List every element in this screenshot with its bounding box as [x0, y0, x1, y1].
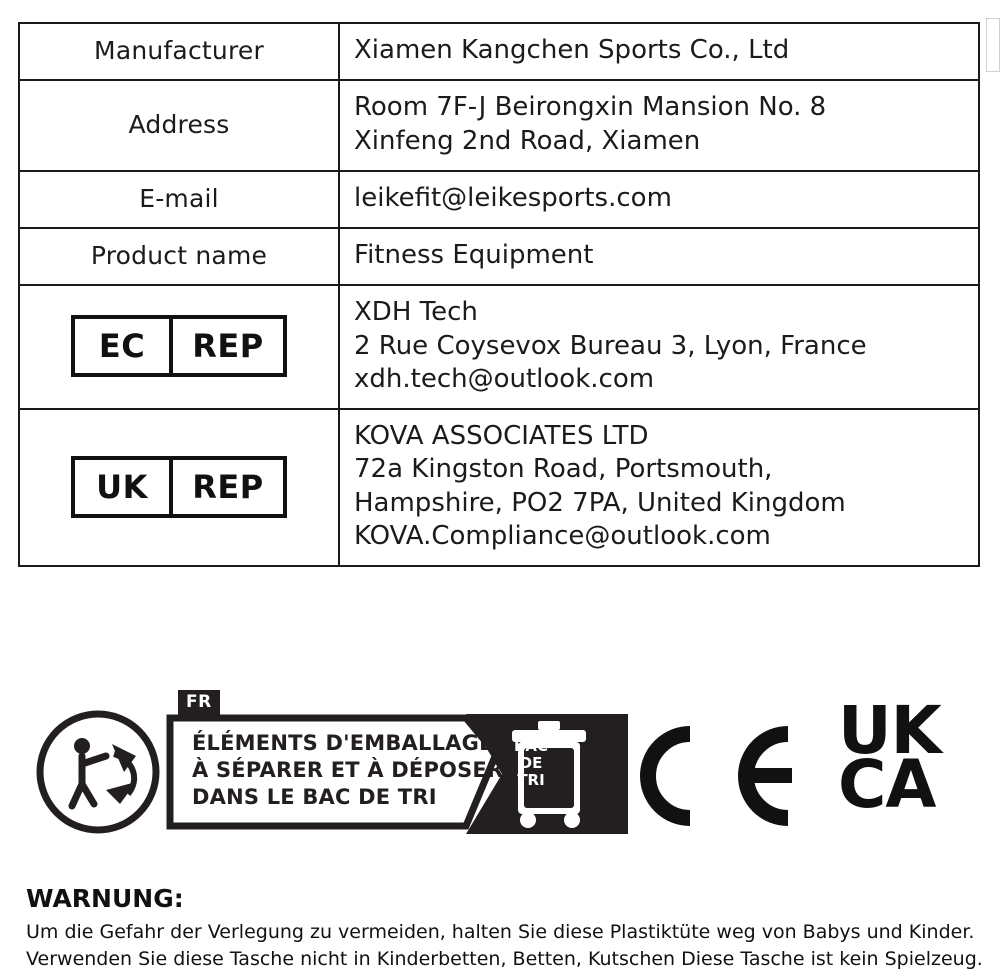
value-line: xdh.tech@outlook.com	[354, 363, 655, 394]
value-line: XDH Tech	[354, 297, 478, 328]
ukca-mark	[838, 692, 941, 824]
value-line: 2 Rue Coysevox Bureau 3, Lyon, France	[354, 330, 867, 361]
value-line: leikefit@leikesports.com	[354, 182, 672, 213]
page-edge-artifact	[986, 18, 1000, 72]
bin-label-line: BAC	[513, 737, 549, 755]
uk-rep-badge-first: UK	[75, 460, 173, 514]
value-line: KOVA.Compliance@outlook.com	[354, 520, 771, 551]
value-line: KOVA ASSOCIATES LTD	[354, 421, 649, 452]
label-manufacturer: Manufacturer	[94, 36, 264, 66]
bin-label-line: DE	[519, 753, 543, 772]
row-label-cell	[19, 171, 339, 228]
bin-label-line: TRI	[517, 770, 545, 789]
bin-label	[496, 738, 566, 788]
row-value-cell	[339, 80, 979, 171]
uk-rep-badge-second: REP	[192, 467, 264, 506]
row-value-cell	[339, 285, 979, 409]
label-product-name: Product name	[90, 241, 268, 271]
row-value-cell	[339, 23, 979, 80]
value-line: 72a Kingston Road, Portsmouth,	[354, 454, 773, 485]
ce-mark-icon	[628, 726, 808, 826]
value-line: Xiamen Kangchen Sports Co., Ltd	[354, 35, 790, 65]
row-value-cell	[339, 409, 979, 566]
compliance-logo-row	[18, 688, 980, 858]
value-line: Room 7F-J Beirongxin Mansion No. 8	[354, 92, 827, 123]
uk-rep-badge	[34, 452, 324, 522]
triman-recycling-icon	[36, 710, 160, 834]
fr-banner-text	[192, 730, 503, 811]
table-row	[19, 23, 979, 80]
label-email: E-mail	[139, 183, 219, 213]
table-row	[19, 228, 979, 285]
value-line: Fitness Equipment	[354, 240, 594, 271]
table-row	[19, 409, 979, 566]
ukca-line-2: CA	[838, 746, 936, 824]
ec-rep-badge	[34, 311, 324, 381]
row-label-cell	[19, 23, 339, 80]
value-line: Xinfeng 2nd Road, Xiamen	[354, 125, 701, 156]
value-line: Hampshire, PO2 7PA, United Kingdom	[354, 487, 846, 518]
fr-banner-line: DANS LE BAC DE TRI	[192, 784, 437, 809]
row-value-cell	[339, 228, 979, 285]
manufacturer-info-table	[18, 22, 980, 567]
row-value-cell	[339, 171, 979, 228]
ukca-line-1: UK	[838, 692, 941, 769]
ec-rep-badge-second: REP	[192, 327, 264, 366]
fr-banner-line: ÉLÉMENTS D'EMBALLAGE	[192, 731, 494, 755]
row-label-cell	[19, 285, 339, 409]
table-row	[19, 171, 979, 228]
row-label-cell	[19, 80, 339, 171]
warning-line: Um die Gefahr der Verlegung zu vermeiden, halten Sie diese Plastiktüte weg von Babys und Kinder.	[26, 921, 975, 943]
fr-banner-line: À SÉPARER ET À DÉPOSER	[192, 757, 504, 782]
table-row	[19, 80, 979, 171]
row-label-cell	[19, 228, 339, 285]
warning-line: Verwenden Sie diese Tasche nicht in Kinderbetten, Betten, Kutschen Diese Tasche ist kein Spielzeug.	[26, 947, 983, 970]
fr-tag-label: FR	[178, 690, 220, 715]
warning-title: WARNUNG:	[26, 884, 184, 913]
ec-rep-badge-first: EC	[75, 319, 173, 373]
row-label-cell	[19, 409, 339, 566]
fr-packaging-banner	[166, 690, 628, 850]
label-address: Address	[128, 110, 230, 140]
warning-block	[26, 884, 983, 973]
table-row	[19, 285, 979, 409]
